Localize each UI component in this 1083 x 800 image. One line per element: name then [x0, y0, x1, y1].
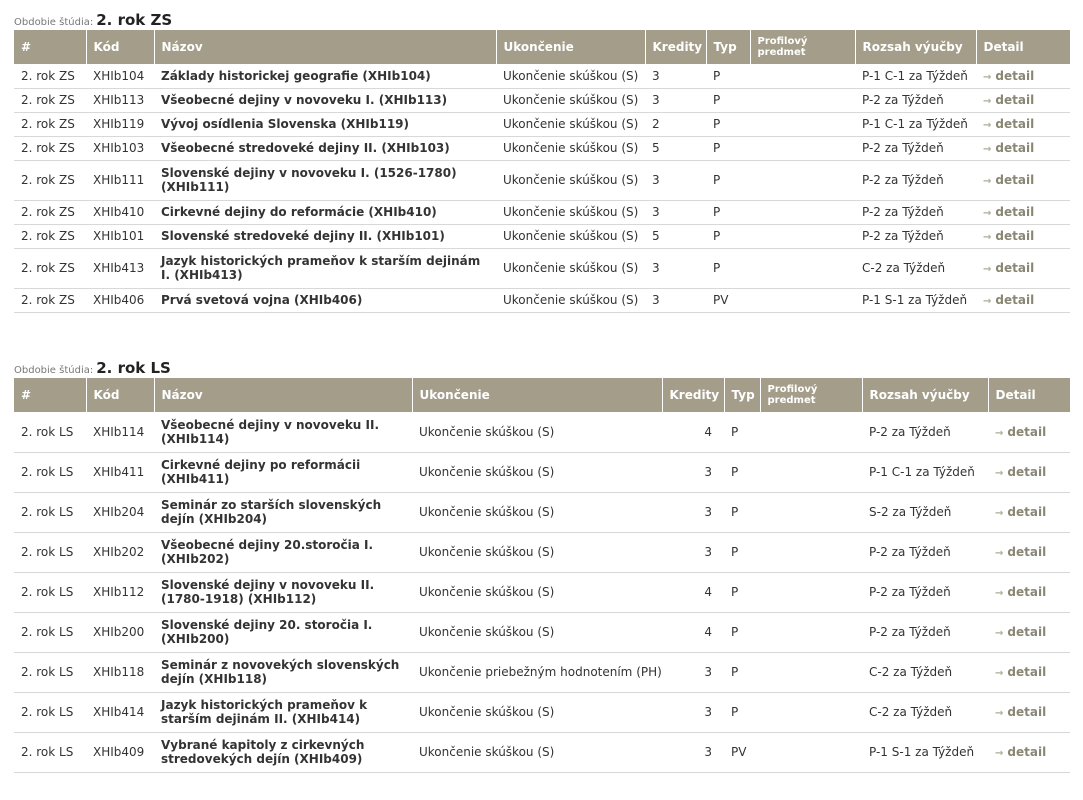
table-row	[14, 412, 1070, 452]
table-header-row	[14, 378, 1070, 412]
col-header-credits: Kredity	[645, 30, 706, 64]
row-code: XHIb414	[86, 692, 154, 732]
section-2-rok-zs	[14, 10, 1070, 313]
detail-link[interactable]: detail	[1007, 665, 1047, 679]
row-profile	[760, 412, 862, 452]
arrow-right-icon: →	[983, 71, 992, 83]
row-type: P	[724, 412, 760, 452]
row-code: XHIb202	[86, 532, 154, 572]
row-credits: 3	[645, 248, 706, 288]
row-detail	[976, 288, 1070, 312]
row-completion: Ukončenie skúškou (S)	[412, 452, 662, 492]
detail-link[interactable]: detail	[995, 68, 1035, 83]
row-detail	[976, 200, 1070, 224]
row-completion: Ukončenie skúškou (S)	[412, 492, 662, 532]
detail-link[interactable]: detail	[995, 173, 1035, 187]
row-scope: P-2 za Týždeň	[862, 612, 988, 652]
row-year: 2. rok ZS	[14, 288, 86, 312]
row-credits: 3	[662, 452, 724, 492]
row-scope: P-2 za Týždeň	[855, 160, 976, 200]
row-course-name: Všeobecné stredoveké dejiny II. (XHIb103)	[154, 136, 496, 160]
row-detail	[976, 88, 1070, 112]
period-heading	[14, 10, 1070, 30]
row-detail	[988, 732, 1070, 772]
col-header-scope: Rozsah výučby	[855, 30, 976, 64]
detail-link[interactable]: detail	[995, 117, 1035, 131]
row-scope: P-1 S-1 za Týždeň	[855, 288, 976, 312]
row-year: 2. rok ZS	[14, 88, 86, 112]
col-header-code: Kód	[86, 378, 154, 412]
row-scope: C-2 za Týždeň	[862, 692, 988, 732]
col-header-credits: Kredity	[662, 378, 724, 412]
row-profile	[750, 64, 855, 88]
row-scope: P-2 za Týždeň	[855, 224, 976, 248]
arrow-right-icon: →	[995, 708, 1004, 719]
row-detail	[976, 112, 1070, 136]
row-credits: 2	[645, 112, 706, 136]
row-type: P	[724, 532, 760, 572]
table-row	[14, 492, 1070, 532]
row-profile	[760, 612, 862, 652]
col-header-profile: Profilový predmet	[760, 378, 862, 412]
row-course-name: Cirkevné dejiny po reformácii (XHIb411)	[154, 452, 412, 492]
row-scope: P-1 C-1 za Týždeň	[855, 112, 976, 136]
detail-link[interactable]: detail	[995, 93, 1035, 107]
table-row	[14, 112, 1070, 136]
arrow-right-icon: →	[995, 668, 1004, 679]
row-detail	[988, 412, 1070, 452]
row-scope: P-2 za Týždeň	[855, 88, 976, 112]
row-completion: Ukončenie priebežným hodnotením (PH)	[412, 652, 662, 692]
arrow-right-icon: →	[983, 96, 992, 107]
table-row	[14, 652, 1070, 692]
row-profile	[750, 224, 855, 248]
row-course-name: Všeobecné dejiny v novoveku II. (XHIb114)	[154, 412, 412, 452]
row-code: XHIb406	[86, 288, 154, 312]
arrow-right-icon: →	[983, 296, 992, 307]
row-scope: P-2 za Týždeň	[862, 572, 988, 612]
row-detail	[988, 452, 1070, 492]
table-row	[14, 612, 1070, 652]
row-code: XHIb204	[86, 492, 154, 532]
row-code: XHIb112	[86, 572, 154, 612]
row-code: XHIb111	[86, 160, 154, 200]
row-credits: 3	[662, 692, 724, 732]
row-completion: Ukončenie skúškou (S)	[412, 532, 662, 572]
row-course-name: Všeobecné dejiny v novoveku I. (XHIb113)	[154, 88, 496, 112]
detail-link[interactable]: detail	[1007, 424, 1047, 439]
row-course-name: Seminár z novovekých slovenských dejín (XHIb118)	[154, 652, 412, 692]
row-course-name: Základy historickej geografie (XHIb104)	[154, 64, 496, 88]
row-course-name: Vývoj osídlenia Slovenska (XHIb119)	[154, 112, 496, 136]
section-2-rok-ls	[14, 358, 1070, 773]
row-credits: 5	[645, 224, 706, 248]
row-profile	[760, 532, 862, 572]
row-credits: 3	[645, 200, 706, 224]
arrow-right-icon: →	[983, 120, 992, 131]
row-code: XHIb410	[86, 200, 154, 224]
row-year: 2. rok LS	[14, 692, 86, 732]
row-year: 2. rok ZS	[14, 248, 86, 288]
row-detail	[988, 652, 1070, 692]
row-scope: P-2 za Týždeň	[855, 136, 976, 160]
row-profile	[750, 112, 855, 136]
row-year: 2. rok LS	[14, 612, 86, 652]
row-detail	[976, 248, 1070, 288]
arrow-right-icon: →	[983, 208, 992, 219]
row-course-name: Cirkevné dejiny do reformácie (XHIb410)	[154, 200, 496, 224]
period-label: Obdobie štúdia:	[14, 17, 94, 28]
col-header-number: #	[14, 30, 86, 64]
arrow-right-icon: →	[995, 748, 1004, 759]
col-header-type: Typ	[706, 30, 750, 64]
col-header-completion: Ukončenie	[496, 30, 645, 64]
table-row	[14, 452, 1070, 492]
row-completion: Ukončenie skúškou (S)	[496, 160, 645, 200]
table-row	[14, 136, 1070, 160]
col-header-name: Názov	[154, 378, 412, 412]
row-scope: C-2 za Týždeň	[862, 652, 988, 692]
row-type: P	[706, 248, 750, 288]
row-credits: 3	[645, 64, 706, 88]
row-credits: 3	[645, 160, 706, 200]
row-code: XHIb200	[86, 612, 154, 652]
detail-link[interactable]: detail	[1007, 465, 1047, 479]
row-scope: P-1 S-1 za Týždeň	[862, 732, 988, 772]
row-detail	[976, 64, 1070, 88]
row-year: 2. rok LS	[14, 532, 86, 572]
detail-link[interactable]: detail	[995, 205, 1035, 219]
row-completion: Ukončenie skúškou (S)	[412, 732, 662, 772]
row-completion: Ukončenie skúškou (S)	[412, 612, 662, 652]
row-credits: 4	[662, 572, 724, 612]
row-code: XHIb113	[86, 88, 154, 112]
row-type: P	[706, 64, 750, 88]
arrow-right-icon: →	[995, 508, 1004, 519]
arrow-right-icon: →	[995, 548, 1004, 559]
row-detail	[976, 136, 1070, 160]
period-value: 2. rok LS	[96, 359, 171, 377]
row-profile	[760, 732, 862, 772]
col-header-number: #	[14, 378, 86, 412]
row-year: 2. rok ZS	[14, 200, 86, 224]
detail-link[interactable]: detail	[1007, 745, 1047, 759]
row-credits: 3	[662, 732, 724, 772]
row-completion: Ukončenie skúškou (S)	[496, 248, 645, 288]
row-credits: 3	[662, 492, 724, 532]
row-scope: P-2 za Týždeň	[862, 532, 988, 572]
col-header-name: Názov	[154, 30, 496, 64]
period-label: Obdobie štúdia:	[14, 365, 94, 376]
row-completion: Ukončenie skúškou (S)	[496, 200, 645, 224]
detail-link[interactable]: detail	[995, 229, 1035, 243]
col-header-type: Typ	[724, 378, 760, 412]
row-code: XHIb101	[86, 224, 154, 248]
row-type: P	[724, 452, 760, 492]
row-course-name: Jazyk historických prameňov k starším dejinám II. (XHIb414)	[154, 692, 412, 732]
row-course-name: Slovenské stredoveké dejiny II. (XHIb101)	[154, 224, 496, 248]
row-year: 2. rok ZS	[14, 64, 86, 88]
row-course-name: Slovenské dejiny v novoveku II. (1780-1918) (XHIb112)	[154, 572, 412, 612]
row-year: 2. rok ZS	[14, 136, 86, 160]
row-scope: P-2 za Týždeň	[862, 412, 988, 452]
table-row	[14, 572, 1070, 612]
row-detail	[988, 612, 1070, 652]
detail-link[interactable]: detail	[995, 141, 1035, 155]
row-course-name: Prvá svetová vojna (XHIb406)	[154, 288, 496, 312]
row-scope: P-1 C-1 za Týždeň	[862, 452, 988, 492]
arrow-right-icon: →	[983, 232, 992, 243]
col-header-completion: Ukončenie	[412, 378, 662, 412]
row-course-name: Jazyk historických prameňov k starším dejinám I. (XHIb413)	[154, 248, 496, 288]
col-header-detail: Detail	[976, 30, 1070, 64]
row-detail	[988, 572, 1070, 612]
detail-link[interactable]: detail	[1007, 585, 1047, 599]
row-credits: 3	[662, 532, 724, 572]
row-scope: C-2 za Týždeň	[855, 248, 976, 288]
detail-link[interactable]: detail	[995, 293, 1035, 307]
row-profile	[760, 692, 862, 732]
row-credits: 4	[662, 612, 724, 652]
row-type: P	[724, 492, 760, 532]
row-completion: Ukončenie skúškou (S)	[496, 136, 645, 160]
row-type: PV	[724, 732, 760, 772]
row-code: XHIb104	[86, 64, 154, 88]
row-course-name: Vybrané kapitoly z cirkevných stredovekých dejín (XHIb409)	[154, 732, 412, 772]
row-credits: 3	[645, 88, 706, 112]
row-code: XHIb411	[86, 452, 154, 492]
row-type: P	[706, 112, 750, 136]
row-year: 2. rok LS	[14, 492, 86, 532]
courses-table	[14, 378, 1070, 773]
table-header-row	[14, 30, 1070, 64]
row-type: P	[706, 224, 750, 248]
row-credits: 4	[662, 412, 724, 452]
arrow-right-icon: →	[983, 176, 992, 187]
row-detail	[988, 492, 1070, 532]
row-profile	[760, 572, 862, 612]
row-course-name: Seminár zo starších slovenských dejín (XHIb204)	[154, 492, 412, 532]
row-profile	[750, 160, 855, 200]
row-type: P	[724, 652, 760, 692]
row-year: 2. rok LS	[14, 732, 86, 772]
row-profile	[760, 652, 862, 692]
row-detail	[976, 160, 1070, 200]
row-credits: 3	[662, 652, 724, 692]
row-detail	[988, 532, 1070, 572]
row-completion: Ukončenie skúškou (S)	[496, 88, 645, 112]
col-header-code: Kód	[86, 30, 154, 64]
table-row	[14, 64, 1070, 88]
arrow-right-icon: →	[995, 468, 1004, 479]
row-type: P	[724, 612, 760, 652]
courses-table-body	[14, 64, 1070, 312]
row-code: XHIb103	[86, 136, 154, 160]
detail-link[interactable]: detail	[995, 261, 1035, 275]
detail-link[interactable]: detail	[1007, 545, 1047, 559]
period-heading	[14, 358, 1070, 378]
row-scope: S-2 za Týždeň	[862, 492, 988, 532]
row-completion: Ukončenie skúškou (S)	[496, 224, 645, 248]
table-row	[14, 732, 1070, 772]
row-code: XHIb118	[86, 652, 154, 692]
row-profile	[750, 200, 855, 224]
row-code: XHIb114	[86, 412, 154, 452]
row-profile	[760, 452, 862, 492]
row-profile	[750, 248, 855, 288]
row-completion: Ukončenie skúškou (S)	[412, 572, 662, 612]
row-course-name: Slovenské dejiny v novoveku I. (1526-1780) (XHIb111)	[154, 160, 496, 200]
table-row	[14, 692, 1070, 732]
detail-link[interactable]: detail	[1007, 625, 1047, 639]
arrow-right-icon: →	[983, 144, 992, 155]
row-credits: 3	[645, 288, 706, 312]
arrow-right-icon: →	[995, 427, 1004, 439]
row-year: 2. rok ZS	[14, 224, 86, 248]
row-year: 2. rok LS	[14, 572, 86, 612]
arrow-right-icon: →	[983, 264, 992, 275]
row-credits: 5	[645, 136, 706, 160]
row-completion: Ukončenie skúškou (S)	[412, 412, 662, 452]
row-scope: P-1 C-1 za Týždeň	[855, 64, 976, 88]
row-year: 2. rok LS	[14, 652, 86, 692]
row-profile	[750, 288, 855, 312]
table-row	[14, 248, 1070, 288]
row-scope: P-2 za Týždeň	[855, 200, 976, 224]
row-course-name: Všeobecné dejiny 20.storočia I. (XHIb202)	[154, 532, 412, 572]
row-type: P	[706, 88, 750, 112]
row-type: P	[706, 136, 750, 160]
row-year: 2. rok LS	[14, 452, 86, 492]
detail-link[interactable]: detail	[1007, 505, 1047, 519]
row-year: 2. rok LS	[14, 412, 86, 452]
row-course-name: Slovenské dejiny 20. storočia I. (XHIb200)	[154, 612, 412, 652]
col-header-scope: Rozsah výučby	[862, 378, 988, 412]
col-header-profile: Profilový predmet	[750, 30, 855, 64]
period-value: 2. rok ZS	[96, 11, 173, 29]
row-year: 2. rok ZS	[14, 112, 86, 136]
row-completion: Ukončenie skúškou (S)	[496, 288, 645, 312]
courses-table	[14, 30, 1070, 313]
row-year: 2. rok ZS	[14, 160, 86, 200]
row-type: P	[706, 200, 750, 224]
row-type: P	[724, 572, 760, 612]
table-row	[14, 200, 1070, 224]
row-completion: Ukončenie skúškou (S)	[496, 64, 645, 88]
row-type: P	[706, 160, 750, 200]
row-code: XHIb413	[86, 248, 154, 288]
row-type: PV	[706, 288, 750, 312]
row-completion: Ukončenie skúškou (S)	[412, 692, 662, 732]
row-profile	[760, 492, 862, 532]
table-row	[14, 288, 1070, 312]
row-completion: Ukončenie skúškou (S)	[496, 112, 645, 136]
row-code: XHIb409	[86, 732, 154, 772]
table-row	[14, 532, 1070, 572]
table-row	[14, 160, 1070, 200]
courses-table-body	[14, 412, 1070, 772]
col-header-detail: Detail	[988, 378, 1070, 412]
row-type: P	[724, 692, 760, 732]
row-detail	[976, 224, 1070, 248]
table-row	[14, 88, 1070, 112]
detail-link[interactable]: detail	[1007, 705, 1047, 719]
arrow-right-icon: →	[995, 628, 1004, 639]
table-row	[14, 224, 1070, 248]
row-code: XHIb119	[86, 112, 154, 136]
row-profile	[750, 136, 855, 160]
row-profile	[750, 88, 855, 112]
arrow-right-icon: →	[995, 588, 1004, 599]
row-detail	[988, 692, 1070, 732]
